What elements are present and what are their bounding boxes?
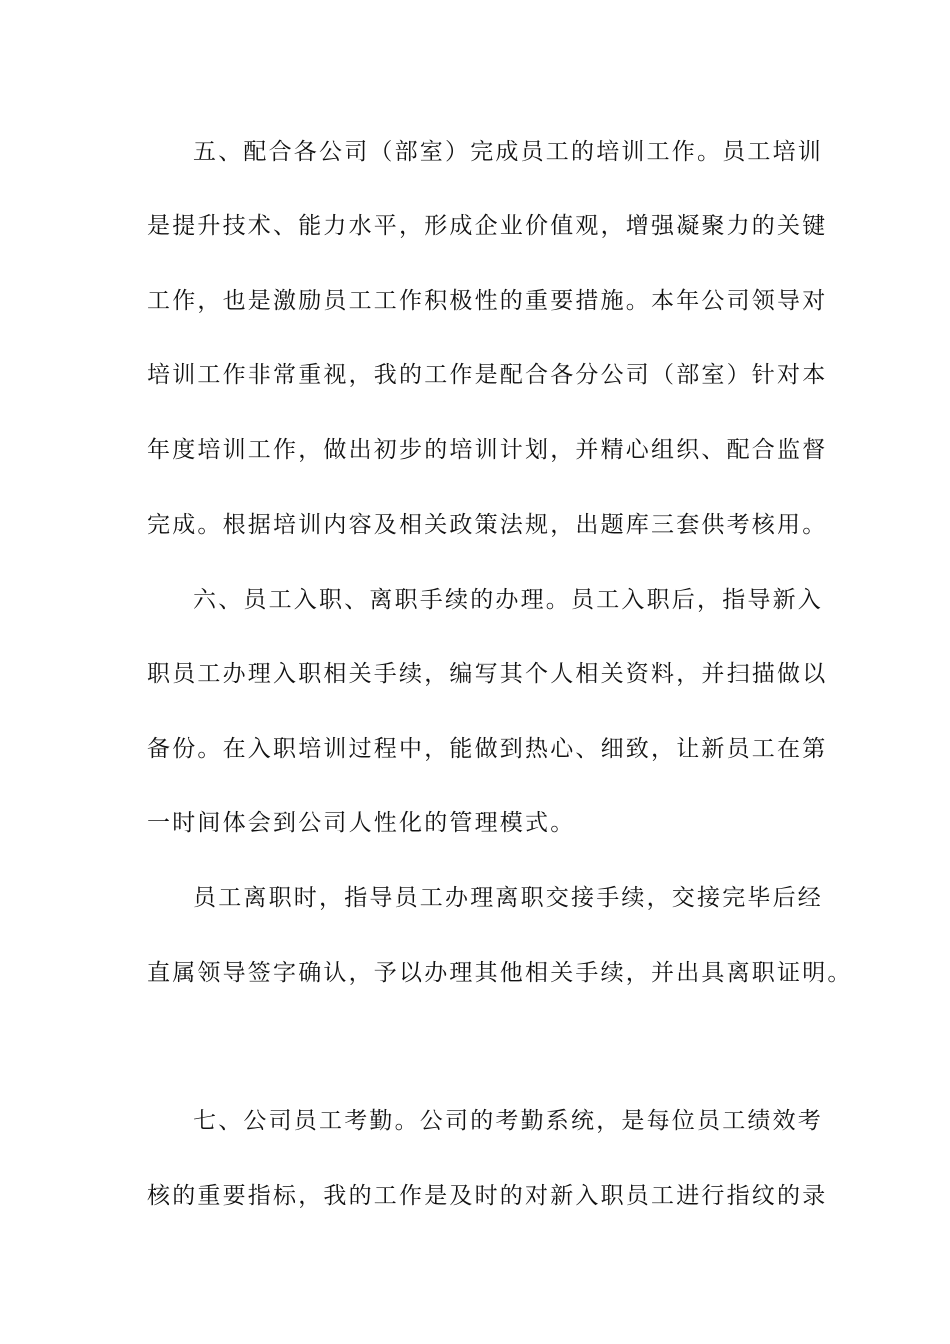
paragraph-line: 年度培训工作，做出初步的培训计划，并精心组织、配合监督 <box>147 437 828 463</box>
paragraph-line: 完成。根据培训内容及相关政策法规，出题库三套供考核用。 <box>147 512 828 538</box>
paragraph-line: 备份。在入职培训过程中，能做到热心、细致，让新员工在第 <box>147 736 828 762</box>
paragraph-line: 七、公司员工考勤。公司的考勤系统，是每位员工绩效考 <box>193 1108 823 1134</box>
paragraph-line: 员工离职时，指导员工办理离职交接手续，交接完毕后经 <box>193 885 823 911</box>
paragraph-line: 职员工办理入职相关手续，编写其个人相关资料，并扫描做以 <box>147 661 828 687</box>
paragraph-line: 五、配合各公司（部室）完成员工的培训工作。员工培训 <box>193 139 823 165</box>
paragraph-line: 是提升技术、能力水平，形成企业价值观，增强凝聚力的关键 <box>147 213 828 239</box>
paragraph-line: 培训工作非常重视，我的工作是配合各分公司（部室）针对本 <box>147 362 828 388</box>
paragraph-line: 六、员工入职、离职手续的办理。员工入职后，指导新入 <box>193 587 823 613</box>
paragraph-line: 核的重要指标，我的工作是及时的对新入职员工进行指纹的录 <box>147 1183 828 1209</box>
paragraph-line: 一时间体会到公司人性化的管理模式。 <box>147 810 576 836</box>
paragraph-line: 直属领导签字确认，予以办理其他相关手续，并出具离职证明。 <box>147 960 853 986</box>
paragraph-line: 工作，也是激励员工工作积极性的重要措施。本年公司领导对 <box>147 288 828 314</box>
